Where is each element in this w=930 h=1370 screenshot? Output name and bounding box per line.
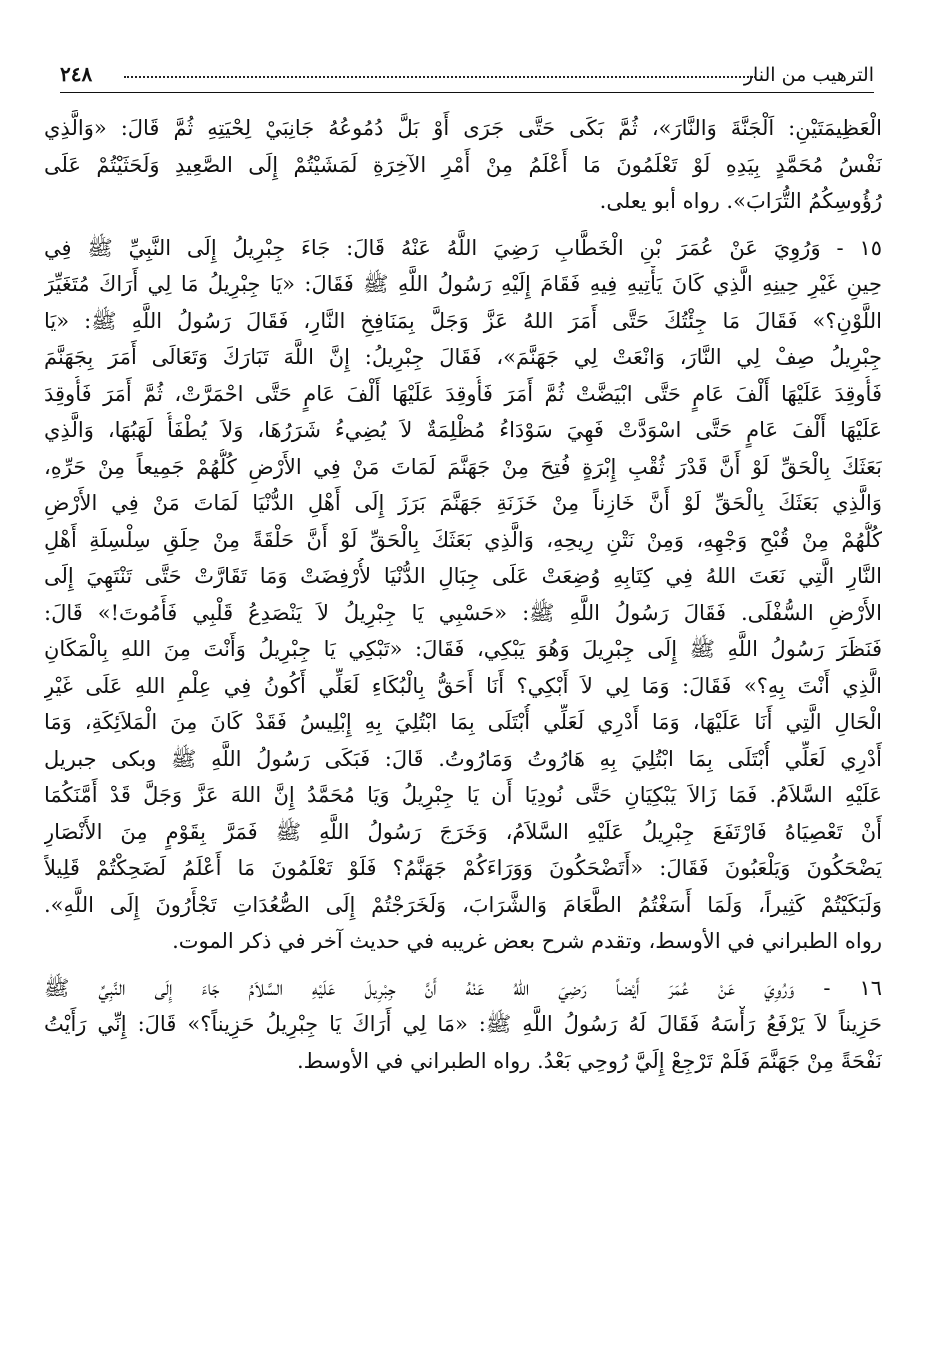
text-line: عَلَيْهَا أَلْفَ عَامٍ حَتَّى اسْوَدَّتْ فَهِيَ سَوْدَاءُ مُظْلِمَةٌ لاَ يُضِيءُ شَرَرُهَا، وَلاَ يُطْفَأُ لَهَبُهَا، وَالَّذِي [44, 418, 882, 442]
text-line: أَدْرِي لَعَلِّي أُبْتَلَى بِمَا ابْتُلِيَ بِهِ هَارُوتُ وَمَارُوتُ. قَالَ: فَبَكَى رَسُولُ اللَّهِ ﷺ وبكى جبريل [44, 746, 882, 771]
paragraph-gap [44, 220, 882, 230]
paragraph-gap [44, 960, 882, 970]
hadith-16-start: ١٦ - وَرُوِيَ عَنْ عُمَرَ أَيْضاً رَضِيَ اللهُ عَنْهُ أَنَّ جِبْرِيلَ عَلَيْهِ السَّلاَمُ جَاءَ إِلَى النَّبِيِّ ﷺ [44, 975, 882, 1000]
text-line: الْعَظِيمَتَيْنِ: اَلْجَنَّةَ وَالنَّارَ»، ثُمَّ بَكَى حَتَّى جَرَى أَوْ بَلَّ دُمُوعُهُ جَانِبَيْ لِحْيَتِهِ ثُمَّ قَالَ: «وَالَّذِي [44, 116, 882, 140]
text-line: رُؤُوسِكُمُ التُّرَابَ». رواه أبو يعلى. [599, 189, 882, 213]
text-line: بَعَثَكَ بِالْحَقِّ لَوْ أَنَّ قَدْرَ ثُقْبِ إِبْرَةٍ فُتِحَ مِنْ جَهَنَّمَ لَمَاتَ مَنْ فِي الأَرْضِ كُلُّهُمْ جَمِيعاً مِنْ حَرِّهِ، [44, 454, 882, 479]
text-line: حِينِ غَيْرِ حِينِهِ الَّذِي كَانَ يَأْتِيهِ فِيهِ فَقَامَ إِلَيْهِ رَسُولُ اللَّهِ ﷺ فَقَالَ: «يَا جِبْرِيلُ مَا لِي أَرَاكَ مُتَغَيِّرَ [44, 272, 882, 296]
running-header [60, 62, 874, 93]
text-line: وَالَّذِي بَعَثَكَ بِالْحَقِّ لَوْ أَنَّ خَازِناً مِنْ خَزَنَةِ جَهَنَّمَ بَرَزَ إِلَى أَهْلِ الدُّنْيَا لَمَاتَ مَنْ فِي الأَرْضِ [44, 491, 882, 515]
text-line: كُلُّهُمْ مِنْ قُبْحِ وَجْهِهِ، وَمِنْ نَتْنِ رِيحِهِ، وَالَّذِي بَعَثَكَ بِالْحَقِّ لَوْ أَنَّ حَلْقَةً مِنْ حِلَقِ سِلْسِلَةِ أَهْلِ [44, 527, 882, 552]
text-line: نَفْسُ مُحَمَّدٍ بِيَدِهِ لَوْ تَعْلَمُونَ مَا أَعْلَمُ مِنْ أَمْرِ الآخِرَةِ لَمَشَيْتُمْ إِلَى الصَّعِيدِ وَلَحَثَيْتُمْ عَلَى [44, 152, 882, 177]
text-line: يَضْحَكُونَ وَيَلْعَبُونَ فَقَالَ: «أَتَضْحَكُونَ وَوَرَاءَكُمْ جَهَنَّمُ؟ فَلَوْ تَعْلَمُونَ مَا أَعْلَمُ لَضَحِكْتُمْ قَلِيلاً [44, 856, 882, 880]
source-note: نَفْحَةً مِنْ جَهَنَّمَ فَلَمْ تَرْجِعْ إِلَيَّ رُوحِي بَعْدُ. رواه الطبراني في الأوسط. [296, 1048, 882, 1073]
text-line: النَّارِ الَّتِي نَعَتَ اللهُ فِي كِتَابِهِ وُضِعَتْ عَلَى جِبَالِ الدُّنْيَا لأُرْفِضَتْ وَمَا تَقَارَّتْ حَتَّى تَنْتَهِيَ إِلَى [44, 564, 882, 588]
hadith-15-start: ١٥ - وَرُوِيَ عَنْ عُمَرَ بْنِ الْخَطَّابِ رَضِيَ اللَّهُ عَنْهُ قَالَ: جَاءَ جِبْرِيلُ إِلَى النَّبِيِّ ﷺ فِي [44, 235, 882, 260]
source-note: رواه الطبراني في الأوسط، وتقدم شرح بعض غريبه في حديث آخر في ذكر الموت. [172, 929, 882, 953]
text-line: أَنْ تَعْصِيَاهُ فَارْتَفَعَ جِبْرِيلُ عَلَيْهِ السَّلاَمُ، وَخَرَجَ رَسُولُ اللَّهِ ﷺ فَمَرَّ بِقَوْمٍ مِنَ الأَنْصَارِ [44, 819, 882, 844]
chapter-title: الترهيب من النار [743, 64, 874, 86]
text-line: الْحَالِ الَّتِي أَنَا عَلَيْهَا، وَمَا أَدْرِي لَعَلِّي أُبْتَلَى بِمَا ابْتُلِيَ بِهِ إِبْلِيسُ فَقَدْ كَانَ مِنَ الْمَلاَئِكَةِ، وَمَا [44, 710, 882, 734]
text-line: فَنَظَرَ رَسُولُ اللَّهِ ﷺ إِلَى جِبْرِيلَ وَهُوَ يَبْكِي، فَقَالَ: «تَبْكِي يَا جِبْرِيلُ وَأَنْتَ مِنَ اللهِ بِالْمَكَانِ [44, 637, 882, 661]
header-dot-leader [124, 76, 756, 78]
text-line: وَلَبَكَيْتُمْ كَثِيراً، وَلَمَا أَسَغْتُمُ الطَّعَامَ وَالشَّرَابَ، وَلَخَرَجْتُمْ إِلَى الصُّعُدَاتِ تَجْأَرُونَ إِلَى اللَّهِ». [44, 892, 882, 917]
text-line: الَّذِي أَنْتَ بِهِ؟» فَقَالَ: وَمَا لِي لاَ أَبْكِي؟ أَنَا أَحَقُّ بِالْبُكَاءِ لَعَلِّي أَكُونُ فِي عِلْمِ اللهِ عَلَى غَيْرِ [44, 673, 882, 698]
text-line: اللَّوْنِ؟» فَقَالَ مَا جِئْتُكَ حَتَّى أَمَرَ اللهُ عَزَّ وَجَلَّ بِمَنَافِخِ النَّارِ، فَقَالَ رَسُولُ اللَّهِ ﷺ: «يَا [44, 308, 882, 333]
text-line: جِبْرِيلُ صِفْ لِي النَّارَ، وَانْعَتْ لِي جَهَنَّمَ»، فَقَالَ جِبْرِيلُ: إِنَّ اللَّهَ تَبَارَكَ وَتَعَالَى أَمَرَ بِجَهَنَّمَ [44, 345, 882, 369]
text-line: عَلَيْهِ السَّلاَمُ. فَمَا زَالاَ يَبْكِيَانِ حَتَّى نُودِيَا أَن يَا جِبْرِيلُ وَيَا مُحَمَّدُ إِنَّ اللهَ عَزَّ وَجَلَّ قَدْ أَمَّنَكُمَا [44, 783, 882, 807]
text-line: حَزِيناً لاَ يَرْفَعُ رَأْسَهُ فَقَالَ لَهُ رَسُولُ اللَّهِ ﷺ: «مَا لِي أَرَاكَ يَا جِبْرِيلُ حَزِيناً؟» قَالَ: إِنِّي رَأَيْتُ [44, 1012, 882, 1036]
text-line: الأَرْضِ السُّفْلَى. فَقَالَ رَسُولُ اللَّهِ ﷺ: «حَسْبِي يَا جِبْرِيلُ لاَ يَنْصَدِعُ قَلْبِي فَأَمُوتَ!» قَالَ: [44, 600, 882, 625]
text-line: فَأُوقِدَ عَلَيْهَا أَلْفَ عَامٍ حَتَّى ابْيَضَّتْ ثُمَّ أَمَرَ فَأُوقِدَ عَلَيْهَا أَلْفَ عَامٍ حَتَّى احْمَرَّتْ، ثُمَّ أَمَرَ فَأُوقِدَ [44, 381, 882, 406]
page-number: ٢٤٨ [60, 62, 93, 86]
page-body [44, 110, 882, 1079]
